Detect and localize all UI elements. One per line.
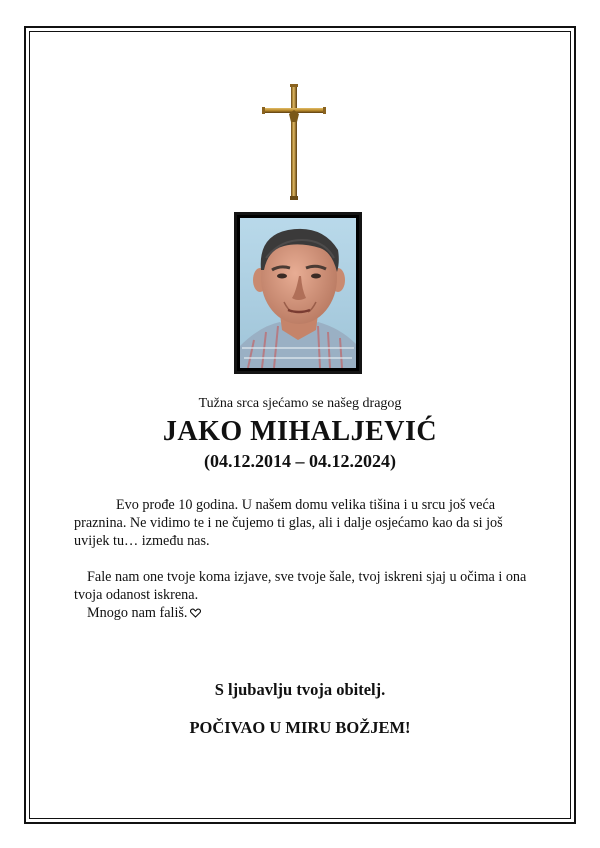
message-paragraph-2: Fale nam one tvoje koma izjave, sve tvoje šale, tvoj iskreni sjaj u očima i ona tvoja odanost iskrena. (74, 569, 527, 603)
message-paragraph-3-text: Mnogo nam fališ. (87, 605, 188, 621)
family-signoff: S ljubavlju tvoja obitelj. (214, 680, 386, 699)
message-paragraph-3 (74, 604, 534, 622)
intro-line: Tužna srca sjećamo se našeg dragog (198, 396, 402, 411)
heart-outline-icon (190, 608, 201, 618)
portrait-photo (234, 212, 362, 374)
portrait-image (240, 218, 356, 368)
message-paragraph-1: Evo prođe 10 godina. U našem domu velika tišina i u srcu još veća praznina. Ne vidimo te i ne čujemo ti glas, ali i dalje osjećamo kao da si još uvijek tu… između nas. (74, 497, 503, 549)
memorial-dates: (04.12.2014 – 04.12.2024) (204, 451, 396, 471)
deceased-name: JAKO MIHALJEVIĆ (162, 416, 438, 447)
message-body (74, 496, 534, 622)
rest-in-peace-line: POČIVAO U MIRU BOŽJEM! (189, 718, 411, 737)
cross-icon (262, 84, 326, 200)
